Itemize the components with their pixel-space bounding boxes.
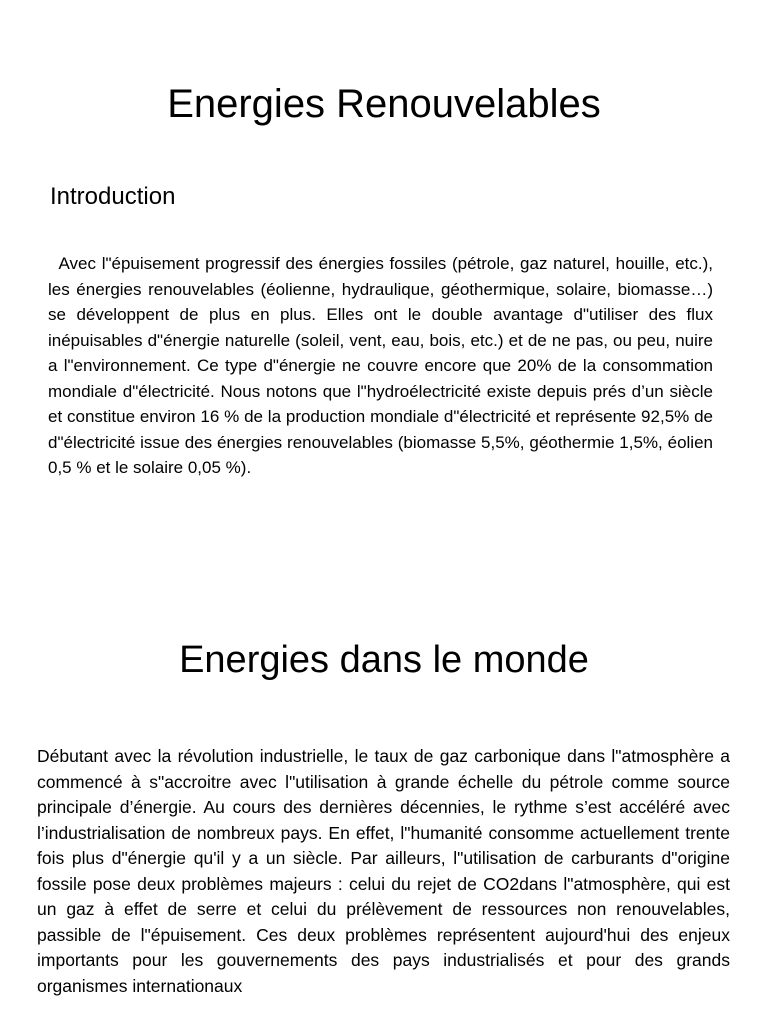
slide-title: Energies Renouvelables [167, 82, 601, 126]
slide-title: Energies dans le monde [179, 639, 589, 681]
slide-energies-monde [0, 600, 768, 1024]
section-subtitle: Introduction [50, 183, 176, 210]
body-paragraph: Débutant avec la révolution industrielle, le taux de gaz carbonique dans l"atmosphère a commencé à s"accroitre avec l"utilisation à grande échelle du pétrole comme source principale d’énergie. Au cours des dernières décennies, le rythme s’est accéléré avec l’industrialisation de nombreux pays. En effet, l"humanité consomme actuellement trente fois plus d"énergie qu'il y a un siècle. Par ailleurs, l"utilisation de carburants d"origine fossile pose deux problèmes majeurs : celui du rejet de CO2dans l"atmosphère, qui est un gaz à effet de serre et celui du prélèvement de ressources non renouvelables, passible de l"épuisement. Ces deux problèmes représentent aujourd'hui des enjeux importants pour les gouvernements des pays industrialisés et pour des grands organismes internationaux [37, 746, 730, 996]
intro-paragraph: Avec l"épuisement progressif des énergies fossiles (pétrole, gaz naturel, houille, etc.), les énergies renouvelables (éolienne, hydraulique, géothermique, solaire, biomasse…) se développent de plus en plus. Elles ont le double avantage d"utiliser des flux inépuisables d"énergie naturelle (soleil, vent, eau, bois, etc.) et de ne pas, ou peu, nuire a l"environnement. Ce type d"énergie ne couvre encore que 20% de la consommation mondiale d"électricité. Nous notons que l"hydroélectricité existe depuis prés d’un siècle et constitue environ 16 % de la production mondiale d"électricité et représente 92,5% de d"électricité issue des énergies renouvelables (biomasse 5,5%, géothermie 1,5%, éolien 0,5 % et le solaire 0,05 %). [48, 254, 713, 477]
